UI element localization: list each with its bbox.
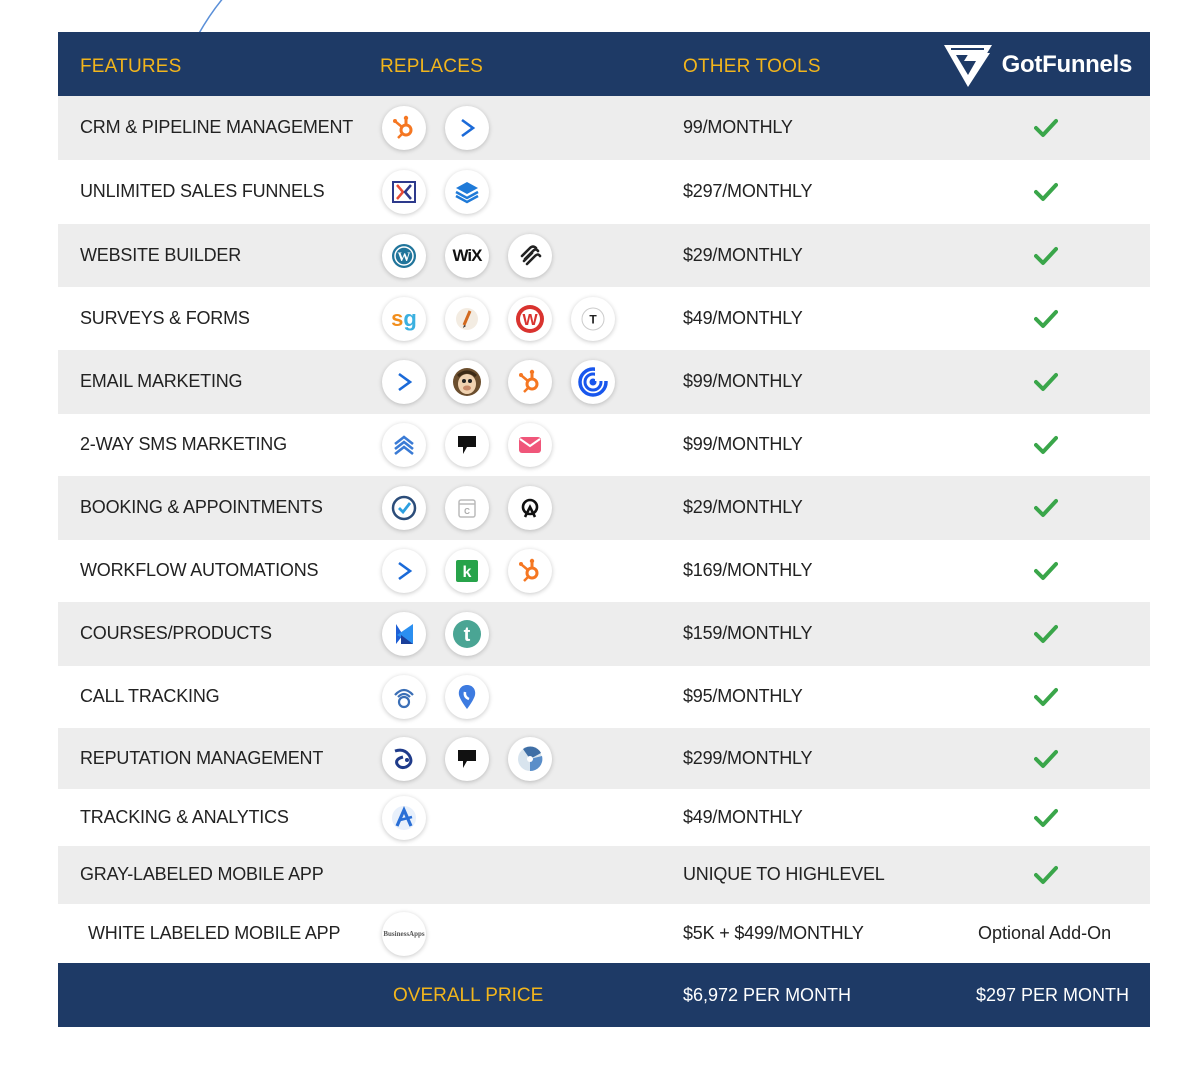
other-tools-price: $297/MONTHLY [683, 181, 813, 201]
gotfunnels-logo-icon [942, 43, 994, 87]
checkmark-icon [1034, 687, 1058, 712]
features-header: FEATURES [80, 56, 182, 77]
svg-text:W: W [397, 249, 411, 264]
replaced-tools [382, 796, 426, 840]
acuity-icon [508, 486, 552, 530]
checkmark-icon [1034, 182, 1058, 207]
replaced-tools [382, 234, 552, 278]
table-row [58, 540, 1150, 602]
feature-name: TRACKING & ANALYTICS [80, 807, 289, 827]
replaced-tools [382, 106, 489, 150]
grade-us-icon [508, 737, 552, 781]
replaced-tools [382, 912, 426, 956]
location-pin-icon [445, 675, 489, 719]
wufoo-icon [508, 297, 552, 341]
svg-text:W: W [522, 312, 538, 329]
table-row [58, 602, 1150, 666]
table-row [58, 789, 1150, 846]
teachable-icon [445, 612, 489, 656]
checkmark-icon [1034, 865, 1058, 890]
podium-icon [445, 737, 489, 781]
other-tools-price: $299/MONTHLY [683, 748, 813, 768]
replaced-tools [382, 486, 552, 530]
activecampaign-icon [382, 549, 426, 593]
birdeye-icon [382, 737, 426, 781]
table-row [58, 287, 1150, 350]
envelope-icon [508, 423, 552, 467]
replaced-tools [382, 675, 489, 719]
other-tools-price: $49/MONTHLY [683, 807, 803, 827]
svg-text:C: C [464, 507, 470, 516]
feature-name: EMAIL MARKETING [80, 371, 243, 391]
replaced-tools [382, 170, 489, 214]
table-row [58, 350, 1150, 414]
replaced-tools [382, 297, 615, 341]
business-apps-icon: BusinessApps [382, 912, 426, 956]
wufoo-pencil-icon [445, 297, 489, 341]
hubspot-icon [508, 360, 552, 404]
table-row [58, 666, 1150, 728]
brand-name: GotFunnels [1001, 51, 1132, 78]
table-row [58, 224, 1150, 287]
feature-name: BOOKING & APPOINTMENTS [80, 497, 323, 517]
other-tools-price: $169/MONTHLY [683, 560, 813, 580]
replaced-tools [382, 549, 552, 593]
replaced-tools [382, 612, 489, 656]
table-body [58, 96, 1150, 963]
feature-name: REPUTATION MANAGEMENT [80, 748, 324, 768]
feature-name: WEBSITE BUILDER [80, 245, 242, 265]
checkmark-icon [1034, 749, 1058, 774]
callrail-icon [382, 675, 426, 719]
other-tools-price: UNIQUE TO HIGHLEVEL [683, 864, 885, 884]
table-footer [58, 963, 1150, 1027]
calendly-icon [382, 486, 426, 530]
replaced-tools [382, 423, 552, 467]
chevrons-up-icon [382, 423, 426, 467]
other-tools-price: 99/MONTHLY [683, 117, 793, 137]
other-tools-total: $6,972 PER MONTH [683, 985, 852, 1005]
feature-name: GRAY-LABELED MOBILE APP [80, 864, 324, 884]
checkmark-icon [1034, 435, 1058, 460]
other-tools-price: $29/MONTHLY [683, 245, 803, 265]
table-header [58, 32, 1150, 96]
checkmark-icon [1034, 808, 1058, 833]
brand-logo [942, 42, 1132, 88]
other-tools-price: $159/MONTHLY [683, 623, 813, 643]
activecampaign-icon [382, 360, 426, 404]
svg-text:T: T [589, 312, 597, 327]
hubspot-icon [508, 549, 552, 593]
feature-name: CALL TRACKING [80, 686, 220, 706]
podium-icon [445, 423, 489, 467]
checkmark-icon [1034, 624, 1058, 649]
table-row [58, 414, 1150, 476]
other-tools-price: $99/MONTHLY [683, 434, 803, 454]
replaced-tools [382, 360, 615, 404]
feature-name: 2-WAY SMS MARKETING [80, 434, 287, 454]
feature-name: WORKFLOW AUTOMATIONS [80, 560, 319, 580]
checkmark-icon [1034, 561, 1058, 586]
other-tools-price: $99/MONTHLY [683, 371, 803, 391]
replaced-tools [382, 737, 552, 781]
table-row [58, 476, 1150, 540]
overall-price-label: OVERALL PRICE [393, 985, 544, 1006]
feature-name: CRM & PIPELINE MANAGEMENT [80, 117, 354, 137]
clickfunnels-icon [382, 170, 426, 214]
leadpages-icon [445, 170, 489, 214]
feature-name: SURVEYS & FORMS [80, 308, 250, 328]
checkmark-icon [1034, 118, 1058, 143]
table-row [58, 904, 1150, 963]
brand-total: $297 PER MONTH [976, 985, 1130, 1005]
kajabi-icon [382, 612, 426, 656]
other-tools-price: $29/MONTHLY [683, 497, 803, 517]
table-row [58, 160, 1150, 224]
table-row [58, 96, 1150, 160]
feature-name: WHITE LABELED MOBILE APP [88, 923, 341, 943]
replaces-header: REPLACES [380, 56, 483, 77]
checkmark-icon [1034, 246, 1058, 271]
feature-name: UNLIMITED SALES FUNNELS [80, 181, 325, 201]
other-tools-price: $5K + $499/MONTHLY [683, 923, 864, 943]
wordpress-icon [382, 234, 426, 278]
squarespace-icon [508, 234, 552, 278]
typeform-icon [571, 297, 615, 341]
other-tools-price: $49/MONTHLY [683, 308, 803, 328]
analytics-icon [382, 796, 426, 840]
feature-name: COURSES/PRODUCTS [80, 623, 272, 643]
other-tools-price: $95/MONTHLY [683, 686, 803, 706]
mailchimp-icon [445, 360, 489, 404]
keap-icon [445, 549, 489, 593]
surveygizmo-icon: sg [382, 297, 426, 341]
calendar-icon [445, 486, 489, 530]
svg-text:t: t [463, 624, 471, 646]
wix-icon: WiX [445, 234, 489, 278]
activecampaign-icon [445, 106, 489, 150]
constant-contact-icon [571, 360, 615, 404]
table-row [58, 728, 1150, 789]
comparison-table [58, 32, 1150, 1027]
svg-text:k: k [462, 564, 472, 581]
brand-status-text: Optional Add-On [978, 923, 1112, 943]
hubspot-icon [382, 106, 426, 150]
checkmark-icon [1034, 372, 1058, 397]
other-tools-header: OTHER TOOLS [683, 56, 821, 77]
checkmark-icon [1034, 498, 1058, 523]
checkmark-icon [1034, 309, 1058, 334]
table-row [58, 846, 1150, 904]
